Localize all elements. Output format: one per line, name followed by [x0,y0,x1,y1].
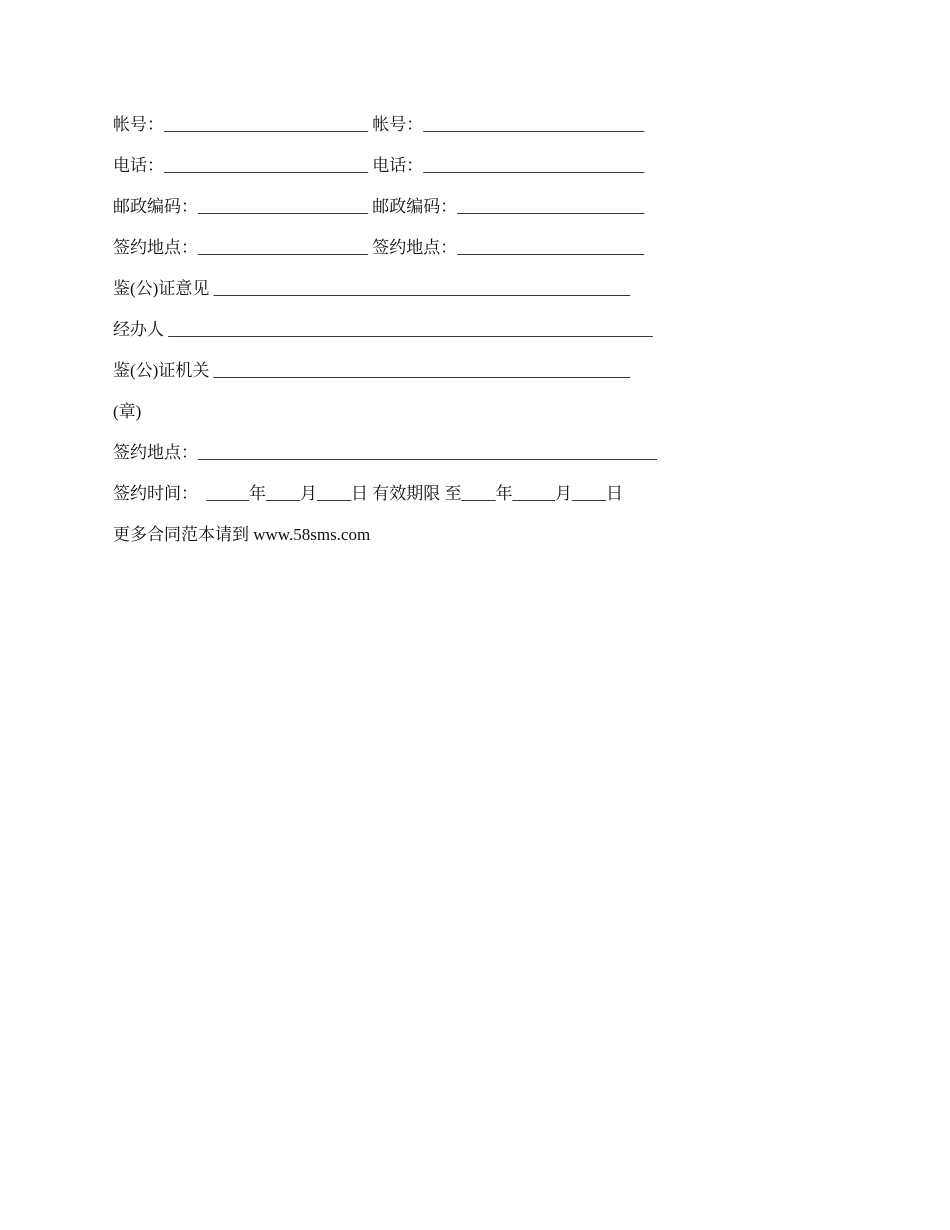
signing-location-line: 签约地点：______________________________________________________ [113,443,657,462]
seal-label: (章) [113,402,142,421]
account-line: 帐号：________________________ 帐号：__________________________ [113,115,645,134]
notary-office-line: 鉴(公)证机关 _________________________________________________ [113,361,631,380]
notary-opinion-line: 鉴(公)证意见 _________________________________________________ [113,279,631,298]
signing-location-pair-line: 签约地点：____________________ 签约地点：______________________ [113,238,645,257]
handler-line: 经办人 _________________________________________________________ [113,320,653,339]
footer-link-text: 更多合同范本请到 www.58sms.com [113,525,371,544]
contract-form-fragment [113,111,833,562]
phone-line: 电话：________________________ 电话：__________________________ [113,156,645,175]
signing-time-line: 签约时间： _____年____月____日 有效期限 至____年_____月____日 [113,484,623,503]
postal-code-line: 邮政编码：____________________ 邮政编码：______________________ [113,197,645,216]
